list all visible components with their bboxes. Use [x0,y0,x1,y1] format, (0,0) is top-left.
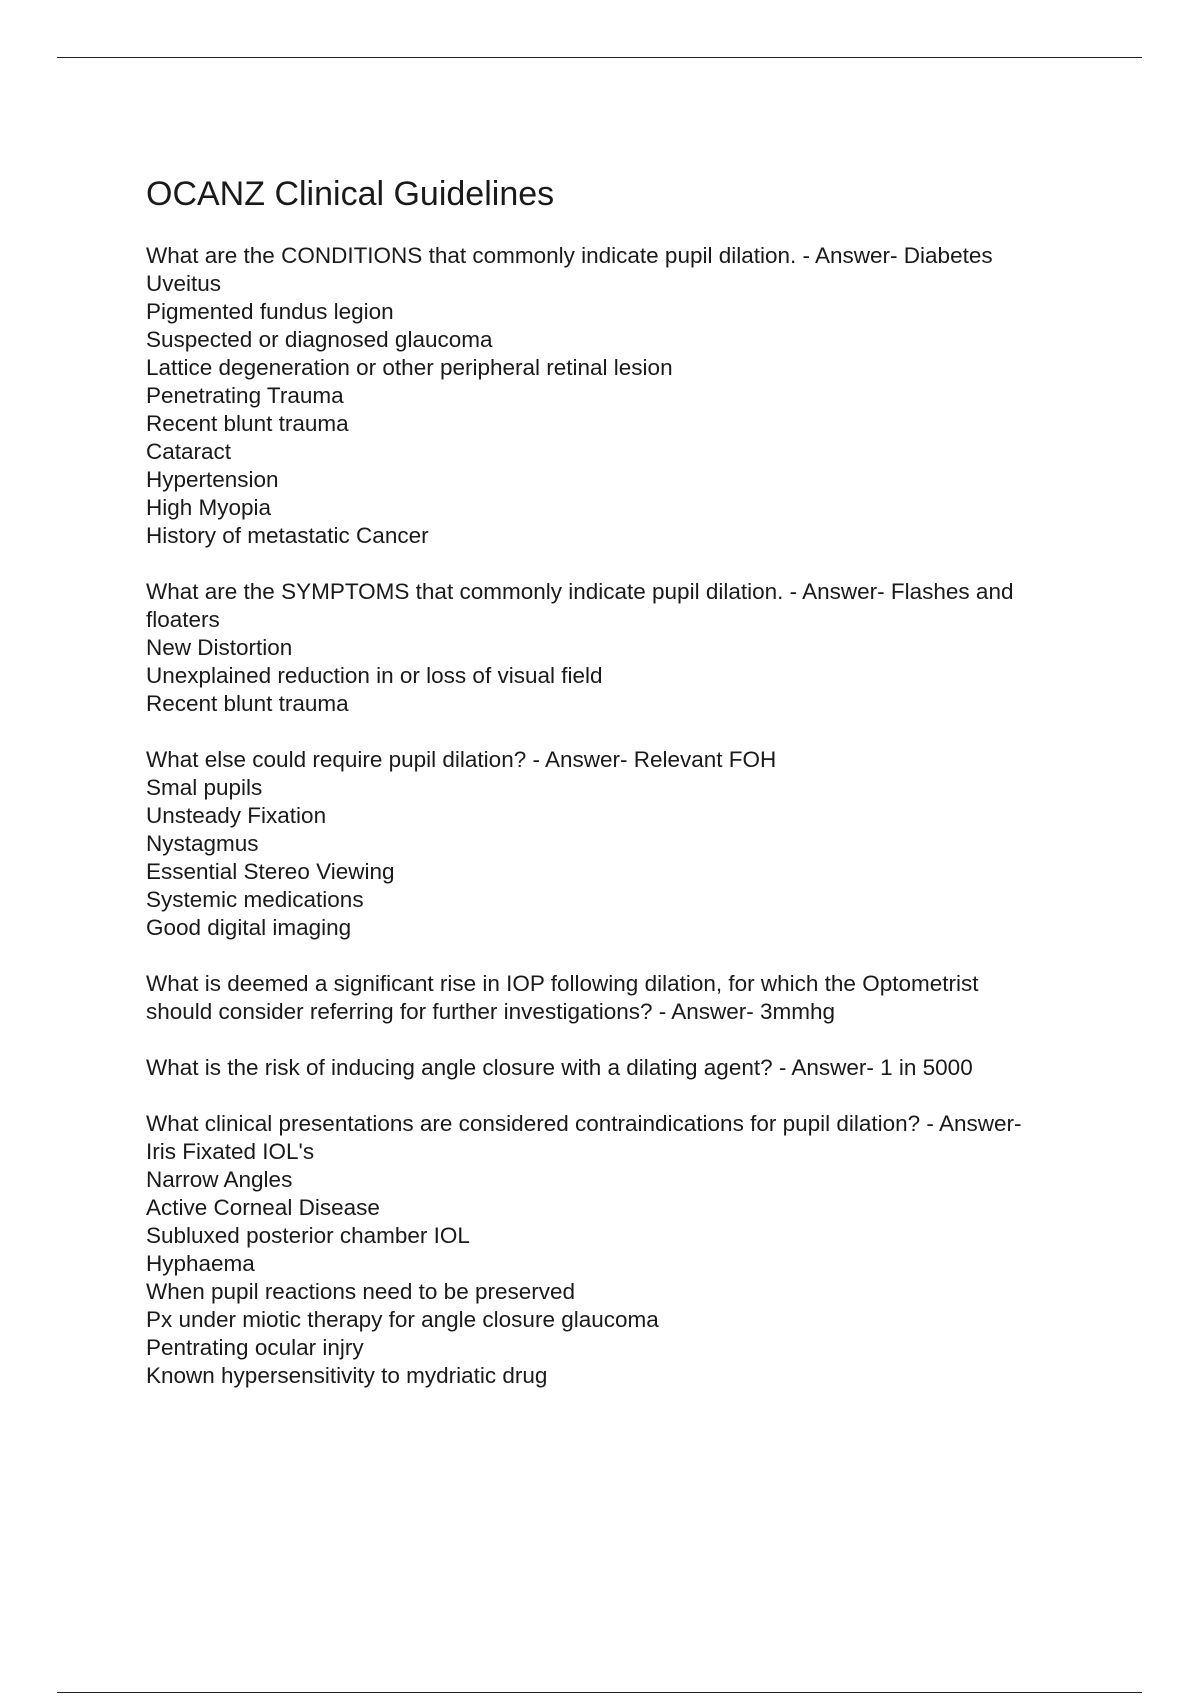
answer-line: Known hypersensitivity to mydriatic drug [146,1363,548,1388]
answer-line: Px under miotic therapy for angle closure glaucoma [146,1307,659,1332]
answer-line: Nystagmus [146,831,259,856]
answer-line: New Distortion [146,635,293,660]
answer-line: Uveitus [146,271,222,296]
qa-item [146,1110,1096,1390]
answer-line: Essential Stereo Viewing [146,859,395,884]
document-title: OCANZ Clinical Guidelines [146,175,555,213]
answer-line: Unsteady Fixation [146,803,327,828]
answer-line: When pupil reactions need to be preserved [146,1279,576,1304]
question-line: What is deemed a significant rise in IOP following dilation, for which the Optometrist [146,971,979,996]
document-body [146,170,1096,1418]
answer-line: floaters [146,607,220,632]
question-line: What clinical presentations are considered contraindications for pupil dilation? - Answer- [146,1111,1022,1136]
header-rule [57,57,1142,58]
qa-item [146,242,1096,550]
answer-line: High Myopia [146,495,272,520]
question-line: What are the SYMPTOMS that commonly indicate pupil dilation. - Answer- Flashes and [146,579,1014,604]
answer-line: Narrow Angles [146,1167,293,1192]
answer-line: Iris Fixated IOL's [146,1139,315,1164]
answer-line: Cataract [146,439,232,464]
qa-item [146,1054,1096,1082]
answer-line: Hyphaema [146,1251,255,1276]
answer-line: Suspected or diagnosed glaucoma [146,327,493,352]
answer-line: Lattice degeneration or other peripheral retinal lesion [146,355,673,380]
question-line: What are the CONDITIONS that commonly indicate pupil dilation. - Answer- Diabetes [146,243,993,268]
answer-line: History of metastatic Cancer [146,523,429,548]
question-line: should consider referring for further investigations? - Answer- 3mmhg [146,999,836,1024]
answer-line: Good digital imaging [146,915,352,940]
answer-line: Systemic medications [146,887,364,912]
question-line: What else could require pupil dilation? - Answer- Relevant FOH [146,747,777,772]
answer-line: Active Corneal Disease [146,1195,380,1220]
answer-line: Recent blunt trauma [146,691,349,716]
answer-line: Hypertension [146,467,279,492]
answer-line: Pentrating ocular injry [146,1335,364,1360]
qa-item [146,970,1096,1026]
qa-item [146,746,1096,942]
answer-line: Pigmented fundus legion [146,299,394,324]
answer-line: Subluxed posterior chamber IOL [146,1223,470,1248]
answer-line: Smal pupils [146,775,263,800]
answer-line: Penetrating Trauma [146,383,344,408]
question-line: What is the risk of inducing angle closure with a dilating agent? - Answer- 1 in 5000 [146,1055,973,1080]
answer-line: Recent blunt trauma [146,411,349,436]
answer-line: Unexplained reduction in or loss of visual field [146,663,603,688]
qa-item [146,578,1096,718]
footer-rule [57,1692,1142,1693]
